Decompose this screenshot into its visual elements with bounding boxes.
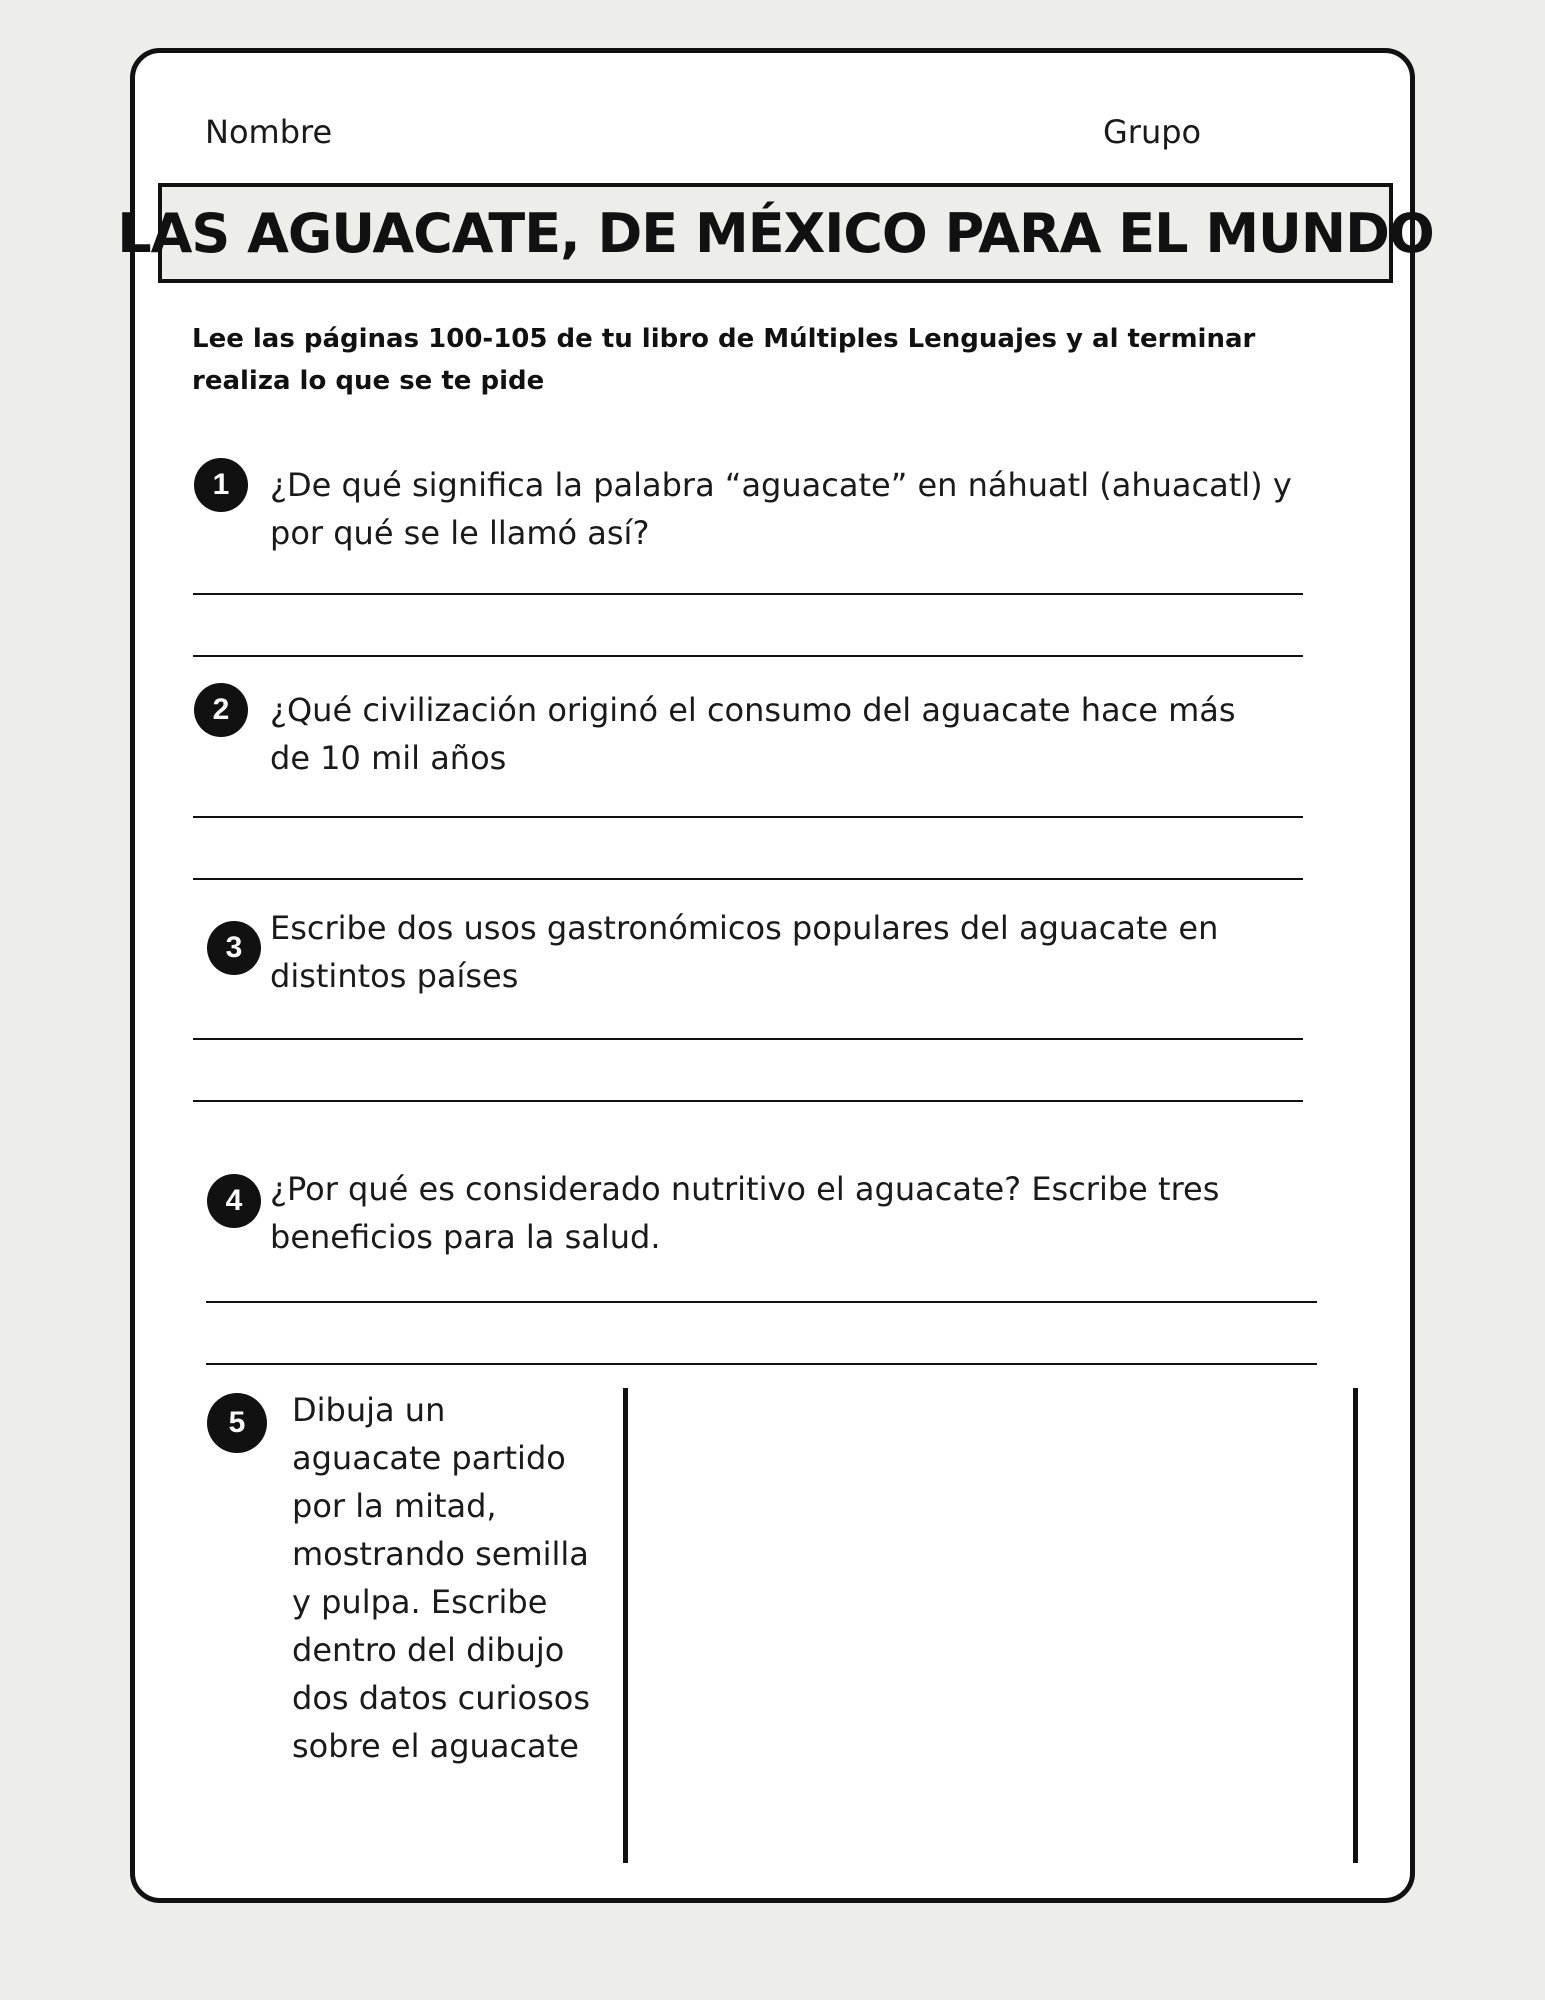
question-4-number-badge: 4 xyxy=(207,1174,261,1228)
question-3-text: Escribe dos usos gastronómicos populares del aguacate en distintos países xyxy=(270,909,1219,995)
question-4-text: ¿Por qué es considerado nutritivo el aguacate? Escribe tres beneficios para la salud. xyxy=(270,1170,1220,1256)
drawing-area[interactable] xyxy=(630,1388,1351,1863)
answer-line[interactable] xyxy=(206,1301,1317,1303)
worksheet-page xyxy=(117,48,1434,1903)
answer-line[interactable] xyxy=(193,1100,1303,1102)
answer-line[interactable] xyxy=(193,1038,1303,1040)
question-1-number-badge: 1 xyxy=(194,458,248,512)
question-5-number-badge: 5 xyxy=(207,1393,267,1453)
name-label: Nombre xyxy=(205,113,333,151)
question-5-text: Dibuja un aguacate partido por la mitad, mostrando semilla y pulpa. Escribe dentro del dibujo dos datos curiosos sobre el aguacate xyxy=(292,1391,591,1765)
answer-line[interactable] xyxy=(193,593,1303,595)
question-1-text: ¿De qué significa la palabra “aguacate” en náhuatl (ahuacatl) y por qué se le llamó así? xyxy=(270,466,1292,552)
question-2-number-badge: 2 xyxy=(194,683,248,737)
title-box xyxy=(117,183,1434,283)
question-3-number-badge: 3 xyxy=(207,921,261,975)
answer-line[interactable] xyxy=(193,816,1303,818)
page-title: LAS AGUACATE, DE MÉXICO PARA EL MUNDO xyxy=(117,201,1434,265)
group-label: Grupo xyxy=(1103,113,1202,151)
answer-line[interactable] xyxy=(206,1363,1317,1365)
answer-line[interactable] xyxy=(193,878,1303,880)
answer-line[interactable] xyxy=(193,655,1303,657)
instructions-text: Lee las páginas 100-105 de tu libro de Múltiples Lenguajes y al terminar realiza lo que se te pide xyxy=(192,324,1256,396)
drawing-area-left-border xyxy=(623,1388,628,1863)
drawing-area-right-border xyxy=(1353,1388,1358,1863)
question-2-text: ¿Qué civilización originó el consumo del aguacate hace más de 10 mil años xyxy=(270,691,1236,777)
